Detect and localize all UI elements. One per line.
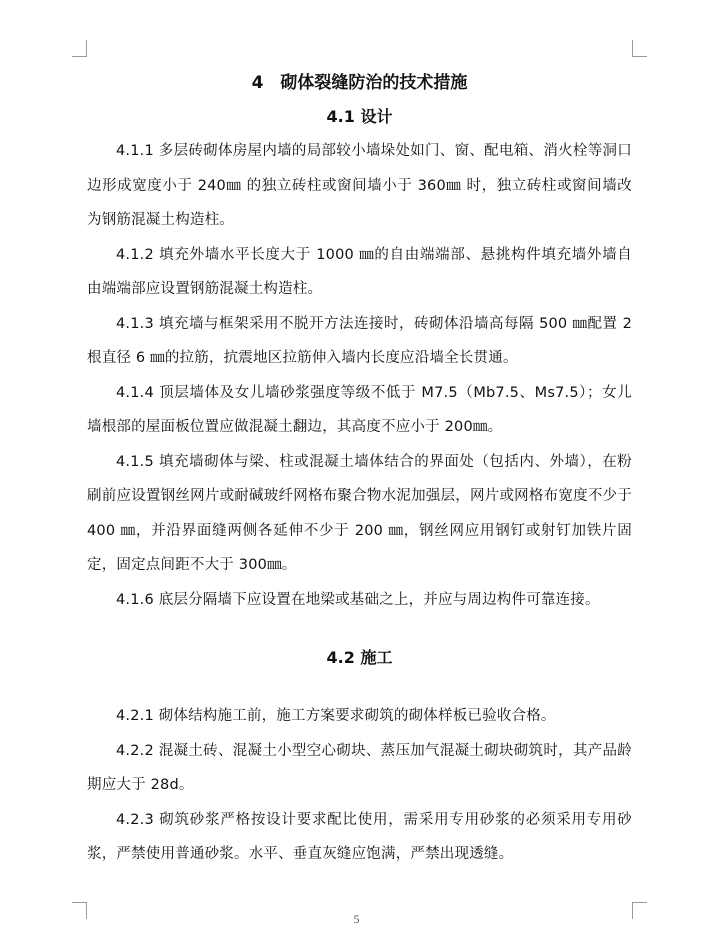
paragraph-4-1-3: 4.1.3 填充墙与框架采用不脱开方法连接时，砖砌体沿墙高每隔 500 ㎜配置 2 根直径 6 ㎜的拉筋，抗震地区拉筋伸入墙内长度应沿墙全长贯通。 xyxy=(87,315,632,366)
paragraph-4-2-2: 4.2.2 混凝土砖、混凝土小型空心砌块、蒸压加气混凝土砌块砌筑时，其产品龄期应大于 28d。 xyxy=(87,742,632,793)
paragraph-4-1-5: 4.1.5 填充墙砌体与梁、柱或混凝土墙体结合的界面处（包括内、外墙），在粉刷前应设置钢丝网片或耐碱玻纤网格布聚合物水泥加强层，网片或网格布宽度不少于 400 ㎜，并沿界面缝两侧各延伸不少于 200 ㎜，钢丝网应用钢钉或射钉加铁片固定，固定点间距不大于 300㎜。 xyxy=(87,453,632,573)
crop-mark-top-left xyxy=(72,40,87,57)
paragraph-4-1-1: 4.1.1 多层砖砌体房屋内墙的局部较小墙垛处如门、窗、配电箱、消火栓等洞口边形成宽度小于 240㎜ 的独立砖柱或窗间墙小于 360㎜ 时，独立砖柱或窗间墙改为钢筋混凝土构造柱。 xyxy=(87,143,632,228)
paragraph-4-2-3: 4.2.3 砌筑砂浆严格按设计要求配比使用，需采用专用砂浆的必须采用专用砂浆，严禁使用普通砂浆。水平、垂直灰缝应饱满，严禁出现透缝。 xyxy=(87,811,632,862)
paragraph-4-1-4: 4.1.4 顶层墙体及女儿墙砂浆强度等级不低于 M7.5（Mb7.5、Ms7.5）；女儿墙根部的屋面板位置应做混凝土翻边，其高度不应小于 200㎜。 xyxy=(87,384,632,435)
chapter-title: 4 砌体裂缝防治的技术措施 xyxy=(251,73,468,93)
section-title-design: 4.1 设计 xyxy=(326,107,393,126)
paragraph-4-1-2: 4.1.2 填充外墙水平长度大于 1000 ㎜的自由端端部、悬挑构件填充墙外墙自由端端部应设置钢筋混凝土构造柱。 xyxy=(87,246,632,297)
section-title-construction: 4.2 施工 xyxy=(326,648,393,667)
page-body xyxy=(87,66,632,872)
paragraph-4-1-6: 4.1.6 底层分隔墙下应设置在地梁或基础之上，并应与周边构件可靠连接。 xyxy=(116,591,600,608)
crop-mark-top-right xyxy=(632,40,647,57)
paragraph-4-2-1: 4.2.1 砌体结构施工前，施工方案要求砌筑的砌体样板已验收合格。 xyxy=(116,708,556,724)
page-number: 5 xyxy=(353,912,360,926)
